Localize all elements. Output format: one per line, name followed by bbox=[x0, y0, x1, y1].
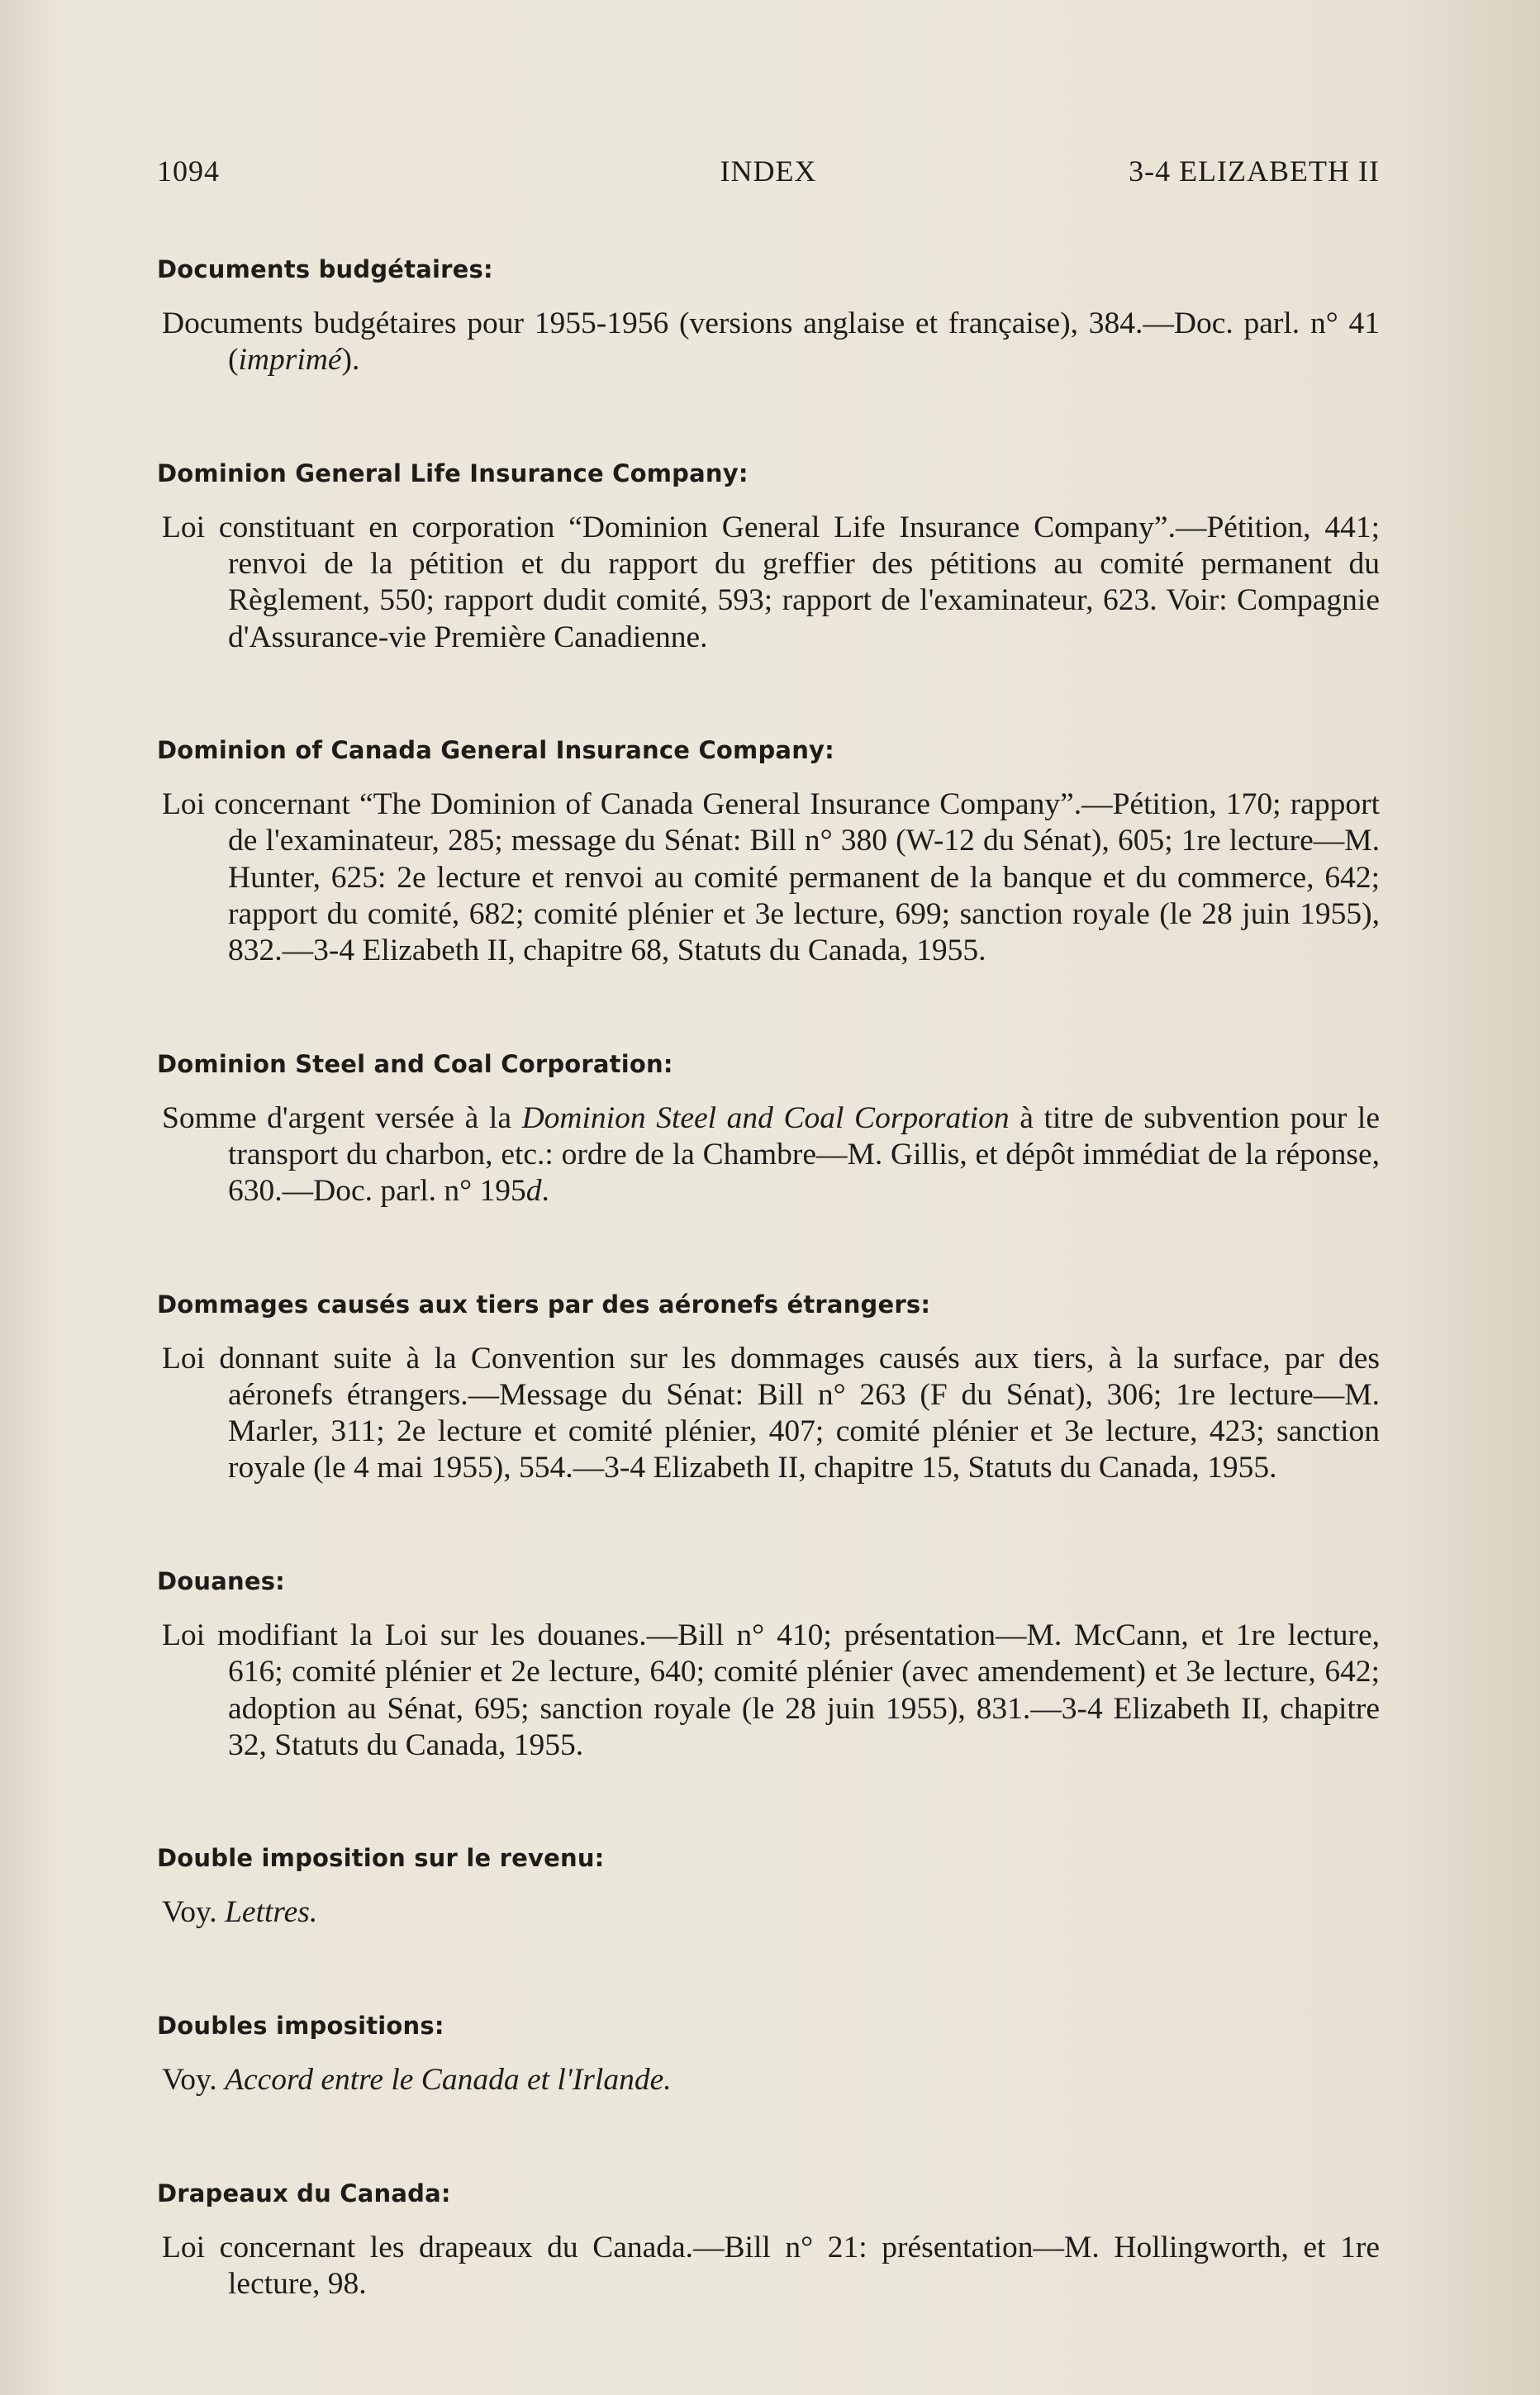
entry-heading: Dominion General Life Insurance Company: bbox=[157, 459, 749, 487]
entry-text: Somme d'argent versée à la Dominion Steel and Coal Corporation à titre de subvention pour le transport du charbon, etc.: ordre de la Chambre—M. Gillis, et dépôt immédiat de la réponse, 630.—Doc. parl. n° 195d. bbox=[162, 1100, 1380, 1209]
entry-text: Documents budgétaires pour 1955-1956 (versions anglaise et française), 384.—Doc. parl. n° 41 (imprimé). bbox=[162, 307, 1380, 378]
entry-text: Loi constituant en corporation “Dominion General Life Insurance Company”.—Pétition, 441; renvoi de la pétition et du rapport du greffier des pétitions au comité permanent du Règlement, 550; rapport dudit comité, 593; rapport de l'examinateur, 623. Voir: Compagnie d'Assurance-vie Première Canadienne. bbox=[162, 510, 1380, 654]
index-entry bbox=[157, 732, 1380, 969]
entry-heading: Documents budgétaires: bbox=[157, 255, 493, 283]
index-entry bbox=[157, 1840, 1380, 1931]
index-entry bbox=[157, 2008, 1380, 2098]
entry-heading: Dominion of Canada General Insurance Company: bbox=[157, 736, 834, 765]
index-entry bbox=[157, 1046, 1380, 1210]
entry-text: Loi concernant “The Dominion of Canada General Insurance Company”.—Pétition, 170; rapport de l'examinateur, 285; message du Sénat: Bill n° 380 (W-12 du Sénat), 605; 1re lecture—M. Hunter, 625: 2e lecture et renvoi au comité permanent de la banque et du commerce, 642; rapport du comité, 682; comité plénier et 3e lecture, 699; sanction royale (le 28 juin 1955), 832.—3-4 Elizabeth II, chapitre 68, Statuts du Canada, 1955. bbox=[162, 787, 1380, 968]
entry-text: Voy. Lettres. bbox=[162, 1895, 318, 1930]
running-header bbox=[157, 154, 1380, 203]
entry-heading: Double imposition sur le revenu: bbox=[157, 1844, 605, 1873]
index-entry bbox=[157, 1563, 1380, 1764]
entry-text: Loi concernant les drapeaux du Canada.—Bill n° 21: présentation—M. Hollingworth, et 1re lecture, 98. bbox=[162, 2230, 1380, 2302]
index-entry bbox=[157, 2175, 1380, 2302]
header-title: INDEX bbox=[720, 154, 817, 188]
page-number: 1094 bbox=[157, 154, 220, 188]
index-entry bbox=[157, 1286, 1380, 1487]
index-content bbox=[157, 251, 1380, 2334]
entry-heading: Drapeaux du Canada: bbox=[157, 2179, 451, 2207]
entry-heading: Douanes: bbox=[157, 1567, 285, 1596]
entry-text: Loi donnant suite à la Convention sur les dommages causés aux tiers, à la surface, par des aéronefs étrangers.—Message du Sénat: Bill n° 263 (F du Sénat), 306; 1re lecture—M. Marler, 311; 2e lecture et comité plénier, 407; comité plénier et 3e lecture, 423; sanction royale (le 4 mai 1955), 554.—3-4 Elizabeth II, chapitre 15, Statuts du Canada, 1955. bbox=[162, 1341, 1380, 1485]
index-entry bbox=[157, 251, 1380, 378]
entry-heading: Doubles impositions: bbox=[157, 2012, 444, 2041]
entry-text: Loi modifiant la Loi sur les douanes.—Bill n° 410; présentation—M. McCann, et 1re lecture, 616; comité plénier et 2e lecture, 640; comité plénier (avec amendement) et 3e lecture, 642; adoption au Sénat, 695; sanction royale (le 28 juin 1955), 831.—3-4 Elizabeth II, chapitre 32, Statuts du Canada, 1955. bbox=[162, 1618, 1380, 1762]
entry-heading: Dommages causés aux tiers par des aéronefs étrangers: bbox=[157, 1290, 931, 1319]
entry-text: Voy. Accord entre le Canada et l'Irlande. bbox=[162, 2063, 672, 2098]
entry-heading: Dominion Steel and Coal Corporation: bbox=[157, 1049, 673, 1078]
index-entry bbox=[157, 455, 1380, 656]
header-volume: 3-4 ELIZABETH II bbox=[1129, 154, 1380, 188]
